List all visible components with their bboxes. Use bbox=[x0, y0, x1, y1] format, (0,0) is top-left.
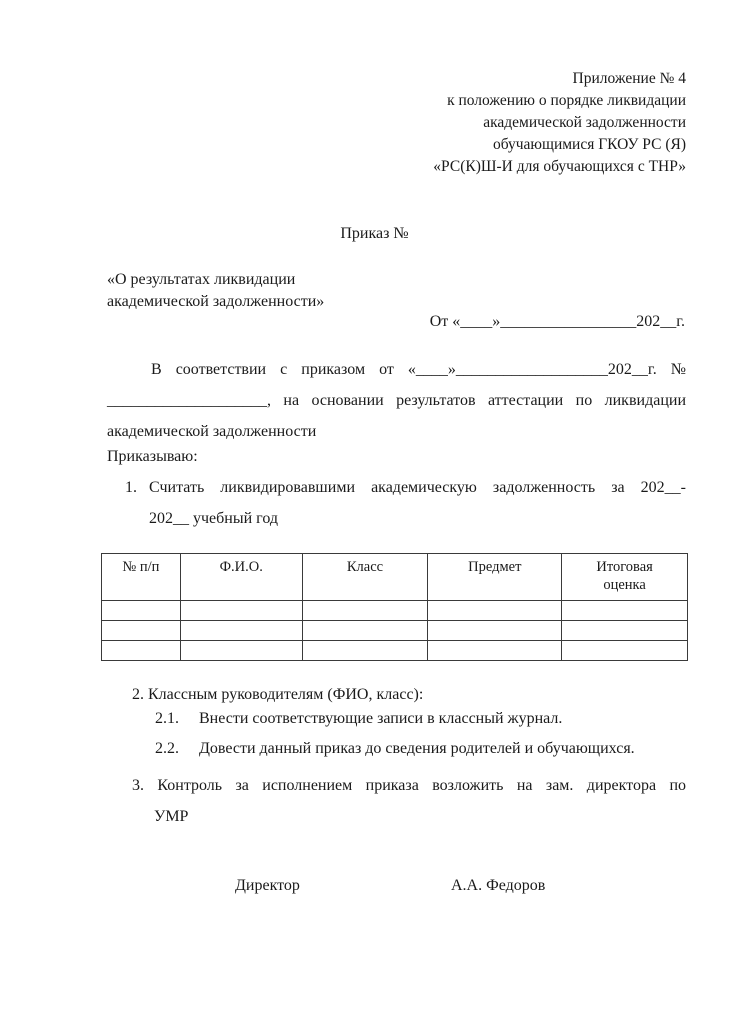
signature-name: А.А. Федоров bbox=[451, 877, 546, 894]
order-date-line: От «____»_________________202__г. bbox=[429, 313, 685, 330]
order-subject bbox=[107, 269, 324, 313]
table-cell bbox=[102, 641, 181, 661]
list-item-3-line-2: УМР bbox=[154, 808, 189, 825]
list-item-1-line-1: Считать ликвидировавшими академическую задолженность за 202__- bbox=[149, 479, 686, 496]
table-cell bbox=[562, 641, 688, 661]
sub-item-2-1-text: Внести соответствующие записи в классный журнал. bbox=[199, 710, 563, 727]
table-cell bbox=[562, 621, 688, 641]
preamble-line-1: В соответствии с приказом от «____»___________________202__г. № bbox=[151, 361, 686, 378]
appendix-line-5: «РС(К)Ш-И для обучающихся с ТНР» bbox=[433, 158, 686, 175]
appendix-line-2: к положению о порядке ликвидации bbox=[447, 92, 686, 109]
table-cell bbox=[428, 621, 562, 641]
table-row bbox=[102, 641, 688, 661]
table-header-final-grade bbox=[562, 554, 688, 601]
order-word: Приказываю: bbox=[107, 448, 198, 465]
preamble-paragraph bbox=[107, 354, 686, 447]
table-cell bbox=[302, 601, 428, 621]
table-header-final-grade-line-2: оценка bbox=[603, 577, 646, 593]
table-cell bbox=[102, 621, 181, 641]
appendix-header bbox=[366, 68, 686, 178]
sub-item-2-1-number: 2.1. bbox=[155, 710, 179, 727]
table-cell bbox=[302, 641, 428, 661]
table-cell bbox=[302, 621, 428, 641]
grades-table bbox=[101, 553, 688, 661]
table-header-number: № п/п bbox=[102, 554, 181, 601]
table-cell bbox=[428, 601, 562, 621]
table-cell bbox=[428, 641, 562, 661]
list-item-1-number: 1. bbox=[125, 479, 137, 496]
appendix-line-3: академической задолженности bbox=[483, 114, 686, 131]
table-header-row bbox=[102, 554, 688, 601]
order-title: Приказ № bbox=[340, 225, 409, 242]
table-row bbox=[102, 621, 688, 641]
table-cell bbox=[562, 601, 688, 621]
preamble-line-3: академической задолженности bbox=[107, 423, 317, 440]
preamble-line-2: ____________________, на основании результатов аттестации по ликвидации bbox=[107, 392, 686, 409]
sub-item-2-2-text: Довести данный приказ до сведения родителей и обучающихся. bbox=[199, 740, 635, 757]
list-item-2-text: Классным руководителям (ФИО, класс): bbox=[148, 686, 424, 703]
appendix-line-4: обучающимися ГКОУ РС (Я) bbox=[492, 136, 686, 153]
table-cell bbox=[180, 601, 302, 621]
sub-item-2-2-number: 2.2. bbox=[155, 740, 179, 757]
table-cell bbox=[180, 641, 302, 661]
appendix-line-1: Приложение № 4 bbox=[572, 70, 686, 87]
list-item-1-line-2: 202__ учебный год bbox=[149, 510, 279, 527]
table-row bbox=[102, 601, 688, 621]
table-header-final-grade-line-1: Итоговая bbox=[596, 559, 653, 575]
list-item-2-number: 2. bbox=[132, 686, 144, 703]
order-subject-line-1: «О результатах ликвидации bbox=[107, 271, 296, 288]
table-header-name: Ф.И.О. bbox=[180, 554, 302, 601]
order-subject-line-2: академической задолженности» bbox=[107, 293, 325, 310]
signature-role: Директор bbox=[235, 877, 300, 894]
list-item-2 bbox=[132, 679, 423, 710]
table-cell bbox=[180, 621, 302, 641]
table-header-subject: Предмет bbox=[428, 554, 562, 601]
list-item-3-line-1: 3. Контроль за исполнением приказа возложить на зам. директора по bbox=[132, 777, 686, 794]
table-header-class: Класс bbox=[302, 554, 428, 601]
table-cell bbox=[102, 601, 181, 621]
